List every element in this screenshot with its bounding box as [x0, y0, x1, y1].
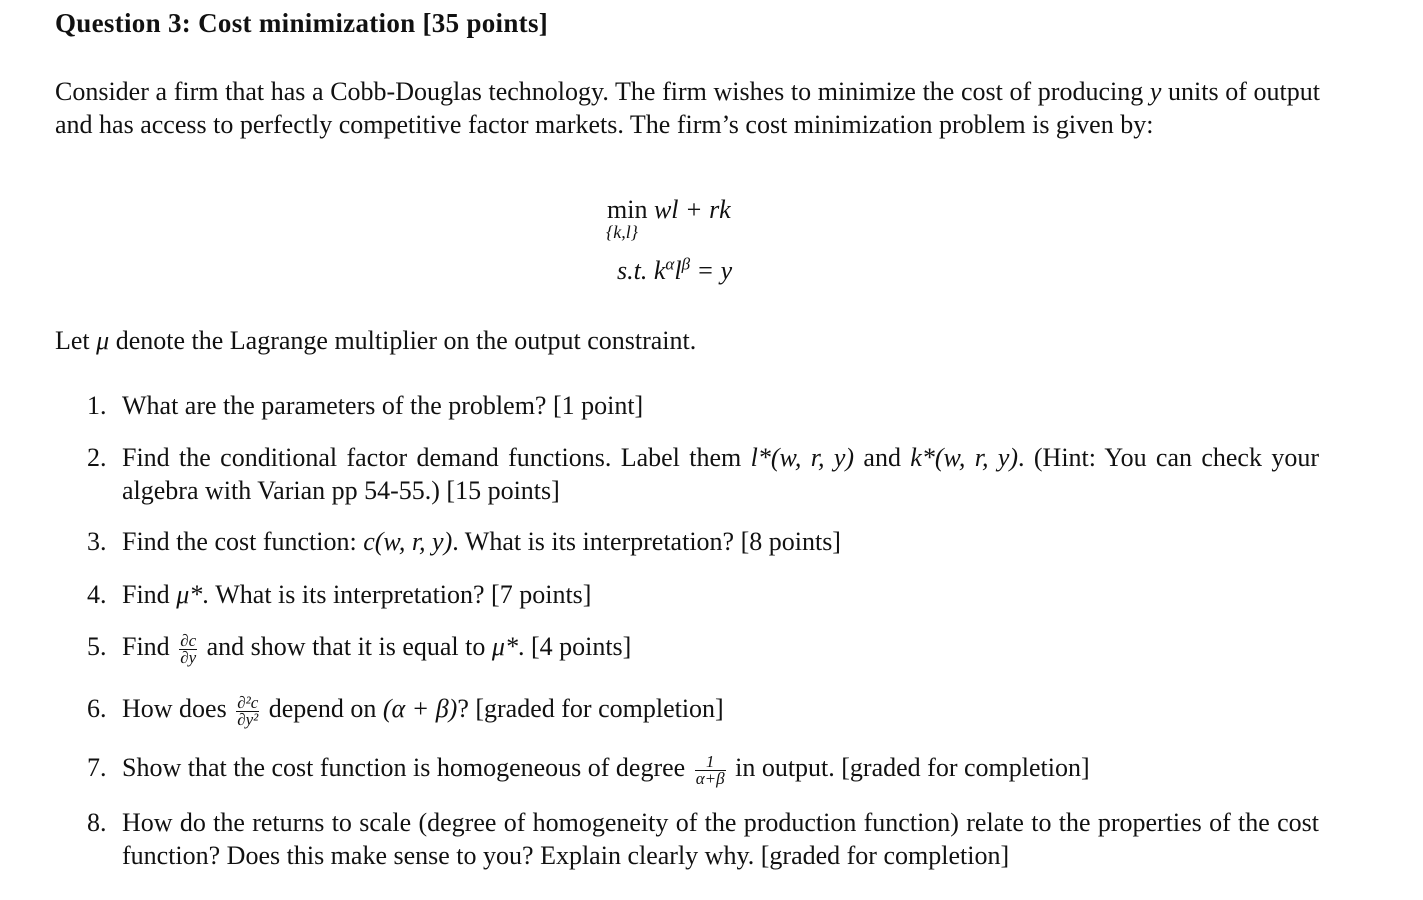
item-text: What are the parameters of the problem? [1 point] — [122, 391, 644, 420]
item-text-part: and — [854, 443, 911, 472]
lagrange-paragraph — [55, 325, 1320, 358]
question-title: Question 3: Cost minimization [35 points] — [55, 8, 549, 38]
item-text — [122, 526, 1319, 559]
constraint-rhs: = y — [690, 256, 733, 285]
objective-line — [607, 195, 731, 225]
question-item — [87, 526, 1319, 559]
item-number: 2. — [87, 443, 107, 472]
item-number: 1. — [87, 391, 107, 420]
fraction-one-over-alpha-plus-beta — [695, 751, 726, 788]
item-text-part: Find the conditional factor demand functions. Label them — [122, 443, 751, 472]
question-item — [87, 390, 1319, 423]
item-text-part: and show that it is equal to — [200, 632, 492, 661]
item-text-part: depend on — [262, 694, 383, 723]
item-text-part: ? [graded for completion] — [457, 694, 724, 723]
item-text-part: . What is its interpretation? [8 points] — [452, 527, 841, 556]
question-item — [87, 579, 1319, 612]
math-mu-star: μ* — [491, 632, 518, 661]
fraction-d2c-dy2 — [236, 692, 259, 729]
item-text — [122, 442, 1319, 507]
item-text-part: . (Hint: You can check your algebra with Varian pp 54-55.) [15 points] — [122, 443, 1319, 505]
question-item — [87, 807, 1319, 872]
constraint-beta: β — [681, 254, 691, 274]
fraction-numerator: ∂c — [180, 630, 197, 650]
item-number: 6. — [87, 694, 107, 723]
objective-expression: wl + rk — [653, 195, 731, 224]
item-text-part: Find the cost function: — [122, 527, 364, 556]
question-item — [87, 693, 1319, 728]
fraction-numerator: 1 — [695, 754, 726, 771]
math-k-star: k*(w, r, y) — [910, 443, 1019, 472]
lagrange-text-2: denote the Lagrange multiplier on the output constraint. — [109, 326, 697, 355]
fraction-denominator: ∂y — [180, 647, 197, 667]
item-text-part: Find — [122, 580, 177, 609]
min-operator: min — [607, 195, 648, 224]
lagrange-mu: μ — [96, 326, 110, 355]
intro-paragraph — [55, 76, 1320, 141]
math-mu-star: μ* — [176, 580, 203, 609]
item-number: 3. — [87, 527, 107, 556]
item-text — [122, 631, 1319, 666]
constraint-alpha: α — [665, 254, 675, 274]
item-number: 8. — [87, 808, 107, 837]
item-text-part: How does — [122, 694, 234, 723]
fraction-denominator: ∂y² — [237, 709, 259, 729]
item-number: 7. — [87, 753, 107, 782]
intro-text-2: units of output and has access to perfectly competitive factor markets. The firm’s cost minimization problem is given by: — [55, 77, 1320, 139]
intro-var-y: y — [1149, 77, 1162, 106]
item-text-part: Show that the cost function is homogeneous of degree — [122, 753, 692, 782]
item-text — [122, 693, 1319, 728]
question-item — [87, 752, 1319, 787]
constraint-l: l — [674, 256, 682, 285]
item-text-part: in output. [graded for completion] — [728, 753, 1090, 782]
intro-text-1: Consider a firm that has a Cobb-Douglas technology. The firm wishes to minimize the cost of producing — [55, 77, 1150, 106]
item-text — [122, 579, 1319, 612]
fraction-numerator: ∂²c — [237, 692, 259, 712]
question-item — [87, 442, 1319, 507]
fraction-dc-dy — [179, 630, 197, 667]
constraint-k: k — [653, 256, 666, 285]
constraint-line — [617, 256, 732, 286]
question-item — [87, 631, 1319, 666]
min-subscript: {k,l} — [606, 222, 638, 242]
item-text-part: . What is its interpretation? [7 points] — [202, 580, 592, 609]
item-text — [122, 752, 1319, 787]
lagrange-text-1: Let — [55, 326, 97, 355]
st-label: s.t. — [617, 256, 648, 285]
item-text-part: . [4 points] — [517, 632, 632, 661]
item-number: 5. — [87, 632, 107, 661]
item-number: 4. — [87, 580, 107, 609]
fraction-denominator: α+β — [695, 768, 725, 788]
math-cost-function: c(w, r, y) — [363, 527, 453, 556]
math-alpha-plus-beta: (α + β) — [382, 694, 458, 723]
math-l-star: l*(w, r, y) — [750, 443, 855, 472]
item-text: How do the returns to scale (degree of homogeneity of the production function) relate to the properties of the cost function? Does this make sense to you? Explain clearly why. [graded for completion] — [122, 808, 1319, 870]
item-text-part: Find — [122, 632, 177, 661]
